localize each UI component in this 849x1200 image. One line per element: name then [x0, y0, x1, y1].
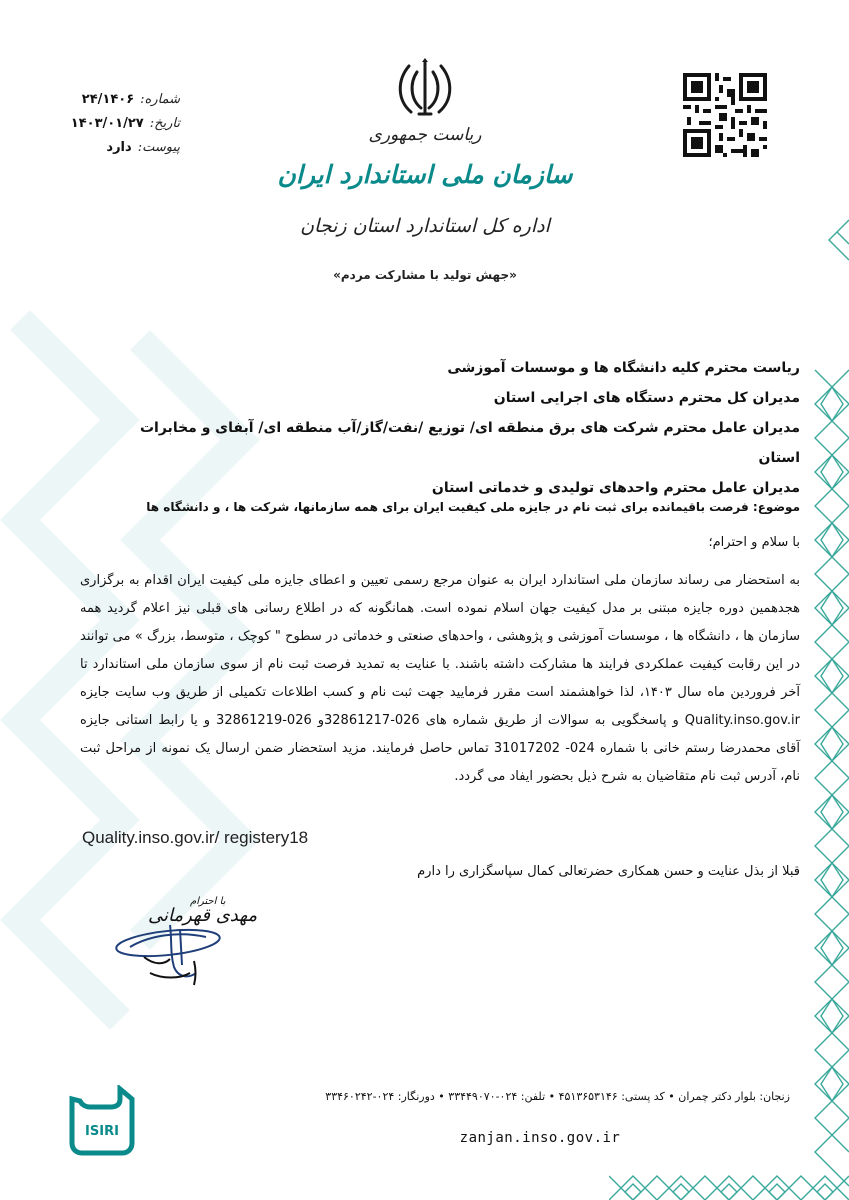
footer-address: زنجان: بلوار دکتر چمران • کد پستی: ۴۵۱۳۶۵۳۱۴۶ • تلفن: ۰۲۴-۳۳۴۴۹۰۷۰ • دورنگار: ۰۲۴-۳۳۴۶۰۲۴۲	[325, 1090, 790, 1103]
decorative-border-bottom	[609, 1154, 849, 1200]
letter-number-row	[50, 88, 180, 112]
organization-title: سازمان ملی استاندارد ایران	[277, 160, 573, 189]
greeting: با سلام و احترام؛	[708, 535, 800, 550]
slogan: «جهش تولید با مشارکت مردم»	[333, 268, 517, 282]
letter-attachment-row	[50, 136, 180, 160]
recipient-line: مدیران عامل محترم شرکت های برق منطقه ای/ توزیع /نفت/گاز/آب منطقه ای/ آبفای و مخابرات استان	[139, 420, 800, 466]
letter-body: به استحضار می رساند سازمان ملی استاندارد ایران به عنوان مرجع رسمی تعیین و اعطای جایزه ملی کیفیت ایران اقدام به برگزاری هجدهمین دوره جایزه مبتنی بر مدل کیفیت جهان اسلام نموده است. همانگونه که در اطلاع رسانی های قبلی نیز اعلام گردید همه سازمان ها ، دانشگاه ها ، موسسات آموزشی و پژوهشی ، واحدهای صنعتی و خدماتی در سطوح " کوچک ، متوسط، بزرگ » می توانند در این رقابت کیفیت عملکردی فرایند ها مشارکت داشته باشند. با عنایت به تمدید فرصت ثبت نام از سوی سازمان ملی استاندارد تا آخر فروردین ماه سال ۱۴۰۳، لذا خواهشمند است مقرر فرمایید جهت ثبت نام و کسب اطلاعات تکمیلی از طریق وب سایت جایزه Quality.inso.gov.ir و پاسخگویی به سوالات از طریق شماره های 026-32861217و 026-32861219 و یا رابط استانی جایزه آقای محمدرضا رستم خانی با شماره 024- 31017202 تماس حاصل فرمایند. مزید استحضار ضمن ارسال یک نمونه از مراحل ثبت نام، آدرس ثبت نام متقاضیان به شرح ذیل بحضور ایفاد می گردد.	[80, 573, 800, 784]
footer-website[interactable]: zanjan.inso.gov.ir	[459, 1130, 621, 1146]
letter-meta	[50, 88, 180, 160]
date-value: ۱۴۰۳/۰۱/۲۷	[70, 116, 144, 131]
registration-url: Quality.inso.gov.ir/ registery18	[82, 828, 309, 847]
recipient-line: مدیران کل محترم دستگاه های اجرایی استان	[493, 390, 800, 406]
signature-name: مهدی قهرمانی	[148, 905, 258, 926]
closing-line: قبلا از بذل عنایت و حسن همکاری حضرتعالی کمال سپاسگزاری را دارم	[417, 864, 800, 879]
recipient-line: ریاست محترم کلیه دانشگاه ها و موسسات آموزشی	[447, 360, 800, 376]
recipient-line: مدیران عامل محترم واحدهای تولیدی و خدماتی استان	[431, 480, 800, 496]
date-label: تاریخ:	[149, 116, 180, 131]
attachment-label: پیوست:	[137, 140, 180, 155]
isiri-logo	[66, 1085, 138, 1157]
decorative-border	[809, 200, 849, 1200]
qr-code-icon	[683, 73, 767, 157]
letter-subject: موضوع: فرصت باقیمانده برای ثبت نام در جایزه ملی کیفیت ایران برای همه سازمانها، شرکت ها ، و دانشگاه ها	[146, 500, 800, 514]
attachment-value: دارد	[106, 140, 132, 155]
logo-text: ISIRI	[85, 1124, 119, 1139]
recipients-block	[120, 353, 800, 503]
number-label: شماره:	[140, 92, 180, 107]
number-value: ۲۴/۱۴۰۶	[81, 92, 135, 107]
iran-emblem-icon	[395, 58, 455, 120]
presidency-title: ریاست جمهوری	[368, 125, 482, 145]
handwritten-signature	[110, 895, 230, 995]
letter-date-row	[50, 112, 180, 136]
department-title: اداره کل استاندارد استان زنجان	[300, 215, 550, 237]
signature-title: با احترام	[190, 896, 226, 907]
